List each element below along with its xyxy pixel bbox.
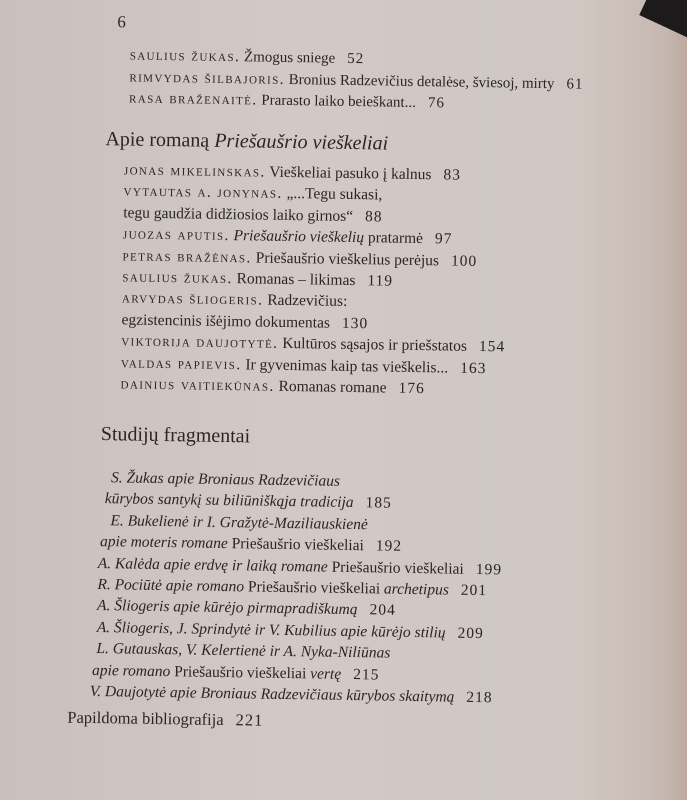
entry-title: Prarasto laiko beieškant...	[257, 92, 417, 111]
entry-page-number: 130	[341, 314, 369, 333]
entry-author: saulius žukas.	[122, 268, 233, 288]
toc-entry-line	[129, 89, 445, 112]
entry-page-number: 218	[466, 688, 493, 707]
toc-entry-line	[123, 204, 383, 226]
entry-page-number: 88	[365, 207, 383, 226]
entry-title: E. Bukelienė ir I. Gražytė-Maziliauskienė	[110, 512, 368, 534]
entry-page-number: 61	[566, 75, 584, 93]
toc-entry-line	[97, 619, 484, 643]
entry-title: egzistencinis išėjimo dokumentas	[121, 311, 331, 332]
toc-entry-line	[120, 375, 425, 398]
entry-page-number: 163	[460, 359, 487, 377]
entry-page-number: 52	[347, 50, 365, 68]
entry-author: viktorija daujotytė.	[121, 332, 279, 353]
entry-page-number: 209	[457, 624, 485, 642]
toc-entry-line	[121, 311, 368, 333]
page-number: 6	[117, 12, 126, 32]
toc-entry-line	[98, 555, 503, 579]
entry-title: „...Tegu sukasi,	[282, 185, 383, 204]
entry-author: rimvydas šilbajoris.	[129, 67, 286, 88]
entry-author: saulius žukas.	[129, 46, 241, 66]
entry-title: A. Šliogeris, J. Sprindytė ir V. Kubilius apie kūrėjo stilių	[96, 618, 446, 642]
entry-author: jonas mikelinskas.	[123, 161, 266, 181]
entry-title: kūrybos santykį su biliūniškąja tradicija	[104, 490, 354, 512]
entry-title: Priešaušrio vieškeliai	[327, 558, 464, 578]
toc-entry-line	[105, 491, 392, 514]
entry-title: apie romano	[91, 661, 171, 680]
entry-title: pratarmė	[363, 229, 424, 248]
entry-title: Vieškeliai pasuko į kalnus	[265, 163, 432, 184]
heading-text: Apie romaną	[105, 128, 215, 152]
toc-entry-line	[121, 354, 487, 378]
entry-author: rasa braženaitė.	[128, 89, 258, 109]
toc-entry-line	[97, 576, 487, 600]
entry-title: Bronius Radzevičius detalėse, šviesoj, mirty	[284, 71, 555, 92]
toc-entry-line	[123, 226, 453, 249]
entry-title: vertę	[310, 664, 342, 683]
entry-title: archetipus	[383, 580, 449, 599]
entry-page-number: 83	[443, 166, 462, 184]
toc-entry-line	[110, 512, 368, 534]
toc-entry-line	[90, 683, 493, 707]
toc-entry-line	[111, 469, 340, 491]
entry-title: Priešaušrio vieškelius perėjus	[251, 249, 440, 269]
entry-title: L. Gutauskas, V. Kelertienė ir A. Nyka-Niliūnas	[96, 640, 391, 662]
entry-title: Priešaušrio vieškeliai	[243, 578, 385, 598]
entry-page-number: 221	[235, 710, 264, 730]
book-edge-shadow	[639, 0, 687, 40]
toc-entry-line	[122, 268, 393, 290]
toc-entry-line	[122, 247, 477, 271]
entry-page-number: 119	[367, 272, 394, 290]
entry-author: dainius vaitiekūnas.	[120, 375, 275, 395]
entry-author: valdas papievis.	[120, 353, 242, 373]
entry-title: Romanas – likimas	[232, 270, 356, 290]
toc-entry-line	[129, 68, 583, 93]
entry-title: Žmogus sniege	[240, 49, 336, 67]
toc-entry-line	[96, 640, 390, 663]
book-page	[1, 0, 687, 730]
entry-page-number: 97	[434, 230, 453, 248]
entry-page-number: 100	[450, 252, 478, 270]
entry-page-number: 176	[398, 379, 425, 398]
entry-author: juozas aputis.	[122, 225, 230, 245]
entry-title: V. Daujotytė apie Broniaus Radzevičiaus kūrybos skaitymą	[89, 682, 455, 706]
entry-page-number: 199	[475, 560, 503, 578]
entry-title: Papildoma bibliografija	[67, 707, 224, 730]
heading-text: Studijų fragmentai	[100, 423, 251, 448]
toc-entry-line	[121, 333, 505, 357]
entry-author: arvydas šliogeris.	[121, 289, 264, 309]
entry-page-number: 201	[460, 581, 488, 600]
toc-entry-line	[97, 597, 396, 620]
entry-title: Ir gyvenimas kaip tas vieškelis...	[241, 355, 449, 377]
toc-entry-line	[123, 183, 382, 205]
entry-title: Kultūros sąsajos ir priešstatos	[278, 335, 468, 355]
entry-title: apie moteris romane	[99, 533, 228, 553]
entry-page-number: 185	[365, 494, 392, 513]
toc-entry-line	[67, 708, 263, 731]
entry-author: vytautas a. jonynas.	[123, 182, 283, 203]
toc-entry-line	[100, 533, 402, 556]
entry-author: petras bražėnas.	[122, 246, 252, 267]
entry-title: tegu gaudžia didžiosios laiko girnos“	[123, 204, 354, 225]
toc-entry-line	[124, 161, 461, 184]
entry-page-number: 192	[375, 537, 403, 555]
entry-title: A. Kalėda apie erdvę ir laiką romane	[97, 554, 328, 576]
entry-title: R. Pociūtė apie romano	[97, 576, 245, 596]
toc-entry-line	[122, 290, 348, 312]
toc-entry-line	[130, 46, 365, 68]
entry-title: Radzevičius:	[263, 291, 348, 311]
section-heading	[101, 423, 251, 448]
section-heading	[105, 128, 388, 155]
entry-title: Romanas romane	[274, 377, 387, 397]
entry-title: Priešaušrio vieškeliai	[227, 535, 364, 555]
entry-title: Priešaušrio vieškelių	[229, 227, 365, 247]
entry-title: S. Žukas apie Broniaus Radzevičiaus	[110, 469, 341, 490]
entry-page-number: 204	[369, 601, 396, 620]
entry-title: A. Šliogeris apie kūrėjo pirmapradiškumą	[96, 597, 358, 619]
entry-page-number: 215	[353, 665, 380, 684]
heading-text: Priešaušrio vieškeliai	[214, 129, 389, 155]
entry-title: Priešaušrio vieškeliai	[170, 662, 311, 682]
entry-page-number: 76	[427, 95, 446, 112]
toc-entry-line	[92, 662, 380, 685]
entry-page-number: 154	[478, 338, 506, 356]
